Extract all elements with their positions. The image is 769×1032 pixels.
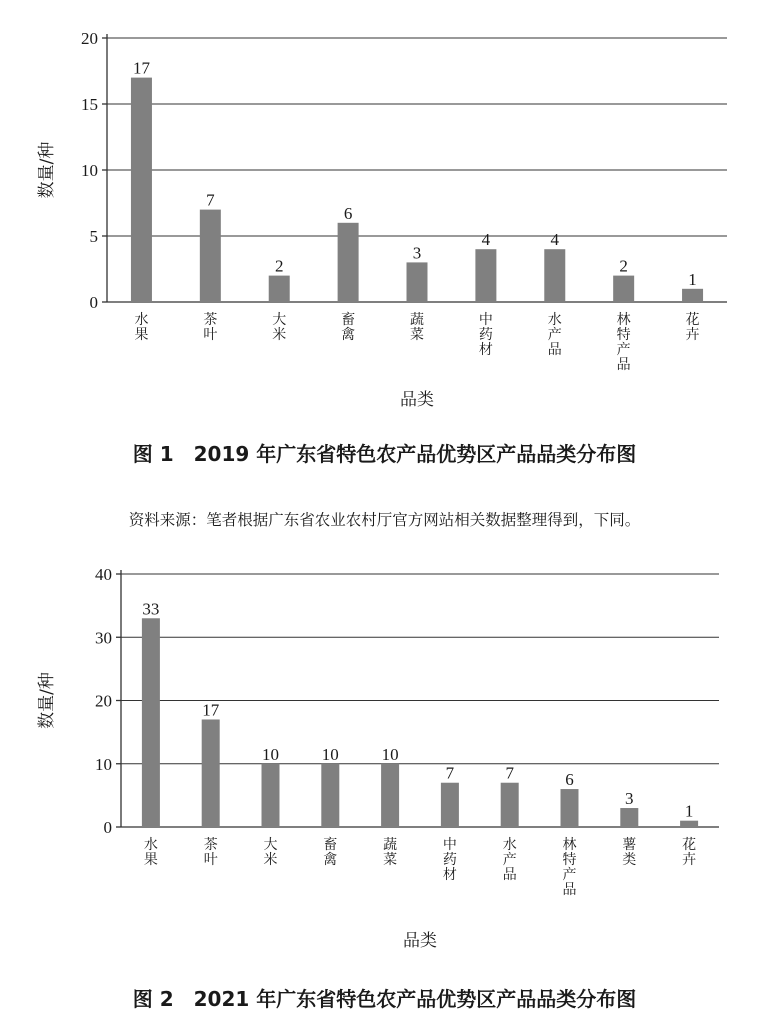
bar-value-label: 10 [321, 744, 339, 764]
bar-value-label: 33 [142, 599, 160, 619]
y-tick-label: 0 [103, 818, 112, 837]
x-category-label: 蔬菜 [410, 312, 424, 343]
bar [381, 764, 399, 827]
x-category-label: 畜禽 [323, 837, 338, 868]
bar-value-label: 2 [619, 256, 628, 276]
x-category-label: 中药材 [478, 312, 493, 358]
x-category-label: 水果 [143, 837, 158, 868]
bar-value-label: 7 [505, 763, 514, 783]
y-axis-title: 数量/种 [37, 141, 57, 199]
bar-value-label: 4 [550, 230, 560, 250]
x-category-label: 薯类 [622, 837, 637, 868]
x-category-label: 林特产品 [616, 312, 631, 373]
y-tick-label: 40 [95, 565, 112, 584]
bar-value-label: 7 [445, 763, 455, 783]
x-category-label: 水产品 [502, 837, 517, 883]
source-note: 资料来源：笔者根据广东省农业农村厅官方网站相关数据整理得到，下同。 [128, 511, 641, 529]
figure-1-caption: 图 1 2019 年广东省特色农产品优势区产品品类分布图 [132, 442, 637, 466]
x-category-label: 畜禽 [341, 312, 356, 343]
bar [613, 276, 634, 302]
bar [131, 78, 152, 302]
bar-value-label: 2 [274, 256, 284, 276]
bar-value-label: 6 [565, 770, 574, 790]
bar-value-label: 4 [481, 230, 491, 250]
bar-value-label: 1 [684, 801, 694, 821]
bar-value-label: 17 [132, 58, 150, 78]
bar-value-label: 10 [381, 744, 399, 764]
x-category-label: 水果 [134, 312, 149, 343]
x-category-label: 花卉 [682, 837, 697, 868]
y-tick-label: 30 [95, 628, 112, 648]
bar [269, 276, 290, 302]
bar [680, 821, 698, 827]
x-category-label: 茶叶 [203, 837, 218, 868]
bar [501, 783, 519, 827]
y-axis-title: 数量/种 [37, 672, 57, 729]
bar [142, 618, 160, 827]
x-category-label: 花卉 [685, 312, 700, 343]
bar [441, 783, 459, 827]
figure-2-caption: 图 2 2021 年广东省特色农产品优势区产品品类分布图 [132, 987, 637, 1011]
bar [620, 808, 638, 827]
x-category-label: 中药材 [442, 837, 457, 883]
x-category-label: 茶叶 [203, 312, 218, 343]
bar-value-label: 10 [262, 744, 279, 764]
bar [262, 764, 280, 827]
bar-value-label: 3 [412, 243, 422, 263]
bar-value-label: 7 [206, 190, 215, 210]
bar [200, 210, 221, 302]
x-category-label: 大米 [272, 312, 287, 343]
bar [407, 262, 428, 302]
x-category-label: 林特产品 [562, 837, 577, 898]
x-category-label: 水产品 [547, 312, 562, 358]
bar [561, 789, 579, 827]
y-tick-label: 5 [89, 227, 98, 246]
bar [321, 764, 339, 827]
bar [338, 223, 359, 302]
bar [202, 719, 220, 827]
y-tick-label: 10 [81, 161, 98, 180]
y-tick-label: 20 [95, 691, 112, 711]
x-category-label: 蔬菜 [383, 837, 398, 868]
bar [682, 289, 703, 302]
bar [475, 249, 496, 302]
y-tick-label: 15 [81, 95, 98, 114]
bar [544, 249, 565, 302]
y-tick-label: 20 [81, 29, 98, 48]
chart-2019 [0, 0, 769, 420]
x-axis-title: 品类 [400, 390, 434, 410]
bar-value-label: 3 [625, 789, 634, 809]
y-tick-label: 0 [89, 293, 98, 312]
x-category-label: 大米 [263, 837, 278, 868]
bar-value-label: 17 [202, 700, 220, 720]
y-tick-label: 10 [95, 754, 112, 774]
bar-value-label: 6 [343, 203, 353, 223]
bar-value-label: 1 [688, 269, 697, 289]
chart-2021 [0, 540, 769, 960]
x-axis-title: 品类 [403, 931, 437, 951]
